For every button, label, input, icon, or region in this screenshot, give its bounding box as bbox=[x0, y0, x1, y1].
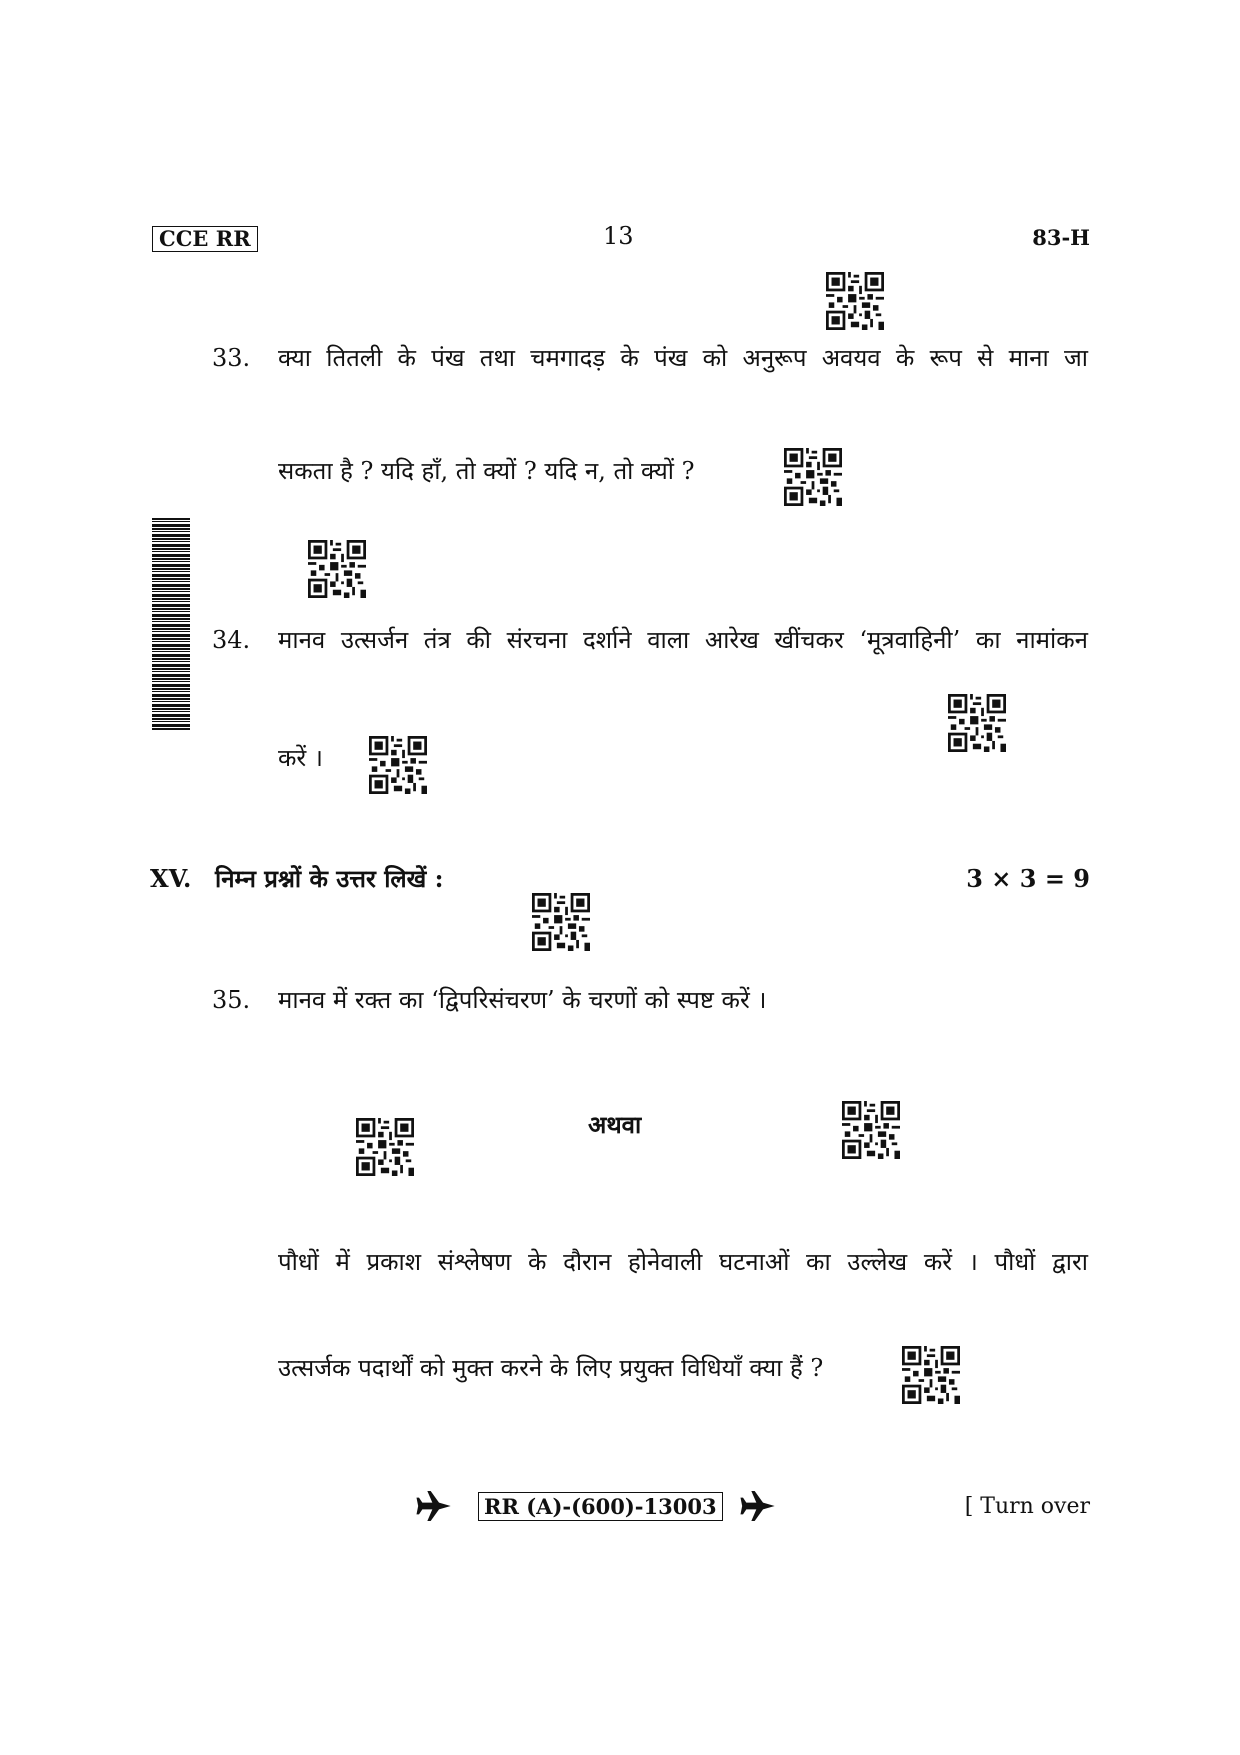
question-34-line2: करें । bbox=[278, 744, 323, 772]
page-number: 13 bbox=[603, 222, 634, 250]
qr-code-icon bbox=[369, 736, 427, 794]
question-35-alt-line2: उत्सर्जक पदार्थों को मुक्त करने के लिए प्रयुक्त विधियाँ क्या हैं ? bbox=[278, 1354, 824, 1382]
qr-code-icon bbox=[842, 1101, 900, 1159]
qr-code-icon bbox=[308, 540, 366, 598]
qr-code-icon bbox=[826, 272, 884, 330]
question-34-number: 34. bbox=[212, 626, 251, 654]
question-33-line2: सकता है ? यदि हाँ, तो क्यों ? यदि न, तो क्यों ? bbox=[278, 457, 695, 485]
turn-over-label: [ Turn over bbox=[964, 1494, 1090, 1519]
question-33-line1: क्या तितली के पंख तथा चमगादड़ के पंख को अनुरूप अवयव के रूप से माना जा bbox=[278, 344, 1088, 372]
barcode-icon bbox=[152, 518, 190, 730]
qr-code-icon bbox=[356, 1118, 414, 1176]
qr-code-icon bbox=[784, 448, 842, 506]
section-roman: XV. bbox=[150, 864, 192, 893]
header-left-code: CCE RR bbox=[152, 226, 258, 252]
section-marks: 3 × 3 = 9 bbox=[966, 864, 1090, 893]
question-35-text: मानव में रक्त का ‘द्विपरिसंचरण’ के चरणों को स्पष्ट करें । bbox=[278, 986, 767, 1014]
paper-code: 83-H bbox=[1032, 225, 1090, 250]
qr-code-icon bbox=[902, 1346, 960, 1404]
qr-code-icon bbox=[948, 694, 1006, 752]
section-title: निम्न प्रश्नों के उत्तर लिखें : bbox=[215, 864, 444, 893]
question-35-alt-line1: पौधों में प्रकाश संश्लेषण के दौरान होनेवाली घटनाओं का उल्लेख करें । पौधों द्वारा bbox=[278, 1248, 1088, 1276]
or-label: अथवा bbox=[588, 1110, 642, 1139]
question-33-number: 33. bbox=[212, 344, 251, 372]
footer-code: RR (A)-(600)-13003 bbox=[478, 1492, 723, 1521]
qr-code-icon bbox=[532, 893, 590, 951]
question-35-number: 35. bbox=[212, 986, 251, 1014]
question-34-line1: मानव उत्सर्जन तंत्र की संरचना दर्शाने वाला आरेख खींचकर ‘मूत्रवाहिनी’ का नामांकन bbox=[278, 626, 1088, 654]
airplane-icon bbox=[414, 1486, 454, 1526]
airplane-icon bbox=[738, 1486, 778, 1526]
